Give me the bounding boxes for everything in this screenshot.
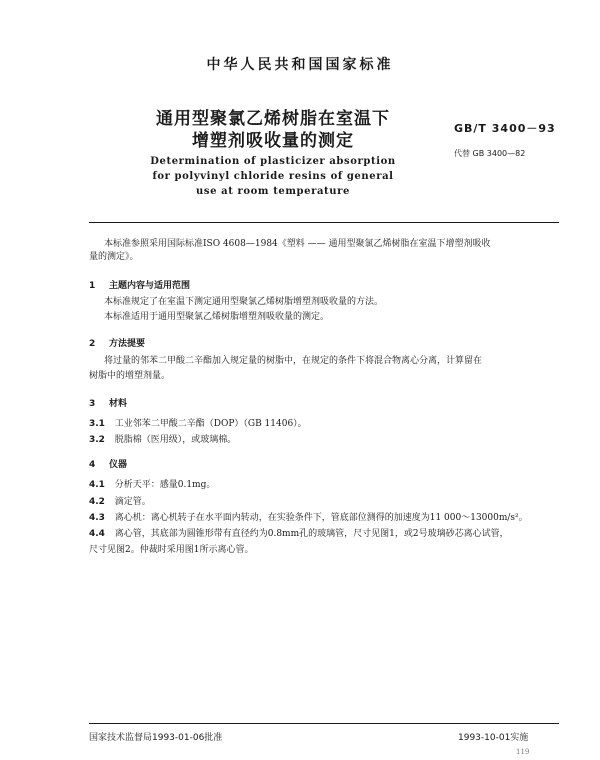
title-zh-line1: 通用型聚氯乙烯树脂在室温下 <box>156 109 390 129</box>
bottom-divider <box>89 723 559 724</box>
item-number: 3.2 <box>89 435 105 445</box>
replaces-standard: 代替 GB 3400—82 <box>454 149 526 158</box>
item-4-4 <box>89 526 509 539</box>
item-number: 4.3 <box>89 513 105 523</box>
approval-date: 国家技术监督局1993-01-06批准 <box>89 733 223 743</box>
section-title: 材料 <box>109 399 128 409</box>
title-en-line1: Determination of plasticizer absorption <box>150 156 396 167</box>
title-en-line2: for polyvinyl chloride resins of general <box>152 171 394 182</box>
title-zh-line2: 增塑剂吸收量的测定 <box>192 131 354 151</box>
implementation-date: 1993-10-01实施 <box>458 733 529 743</box>
page-number: 119 <box>516 748 530 756</box>
top-divider <box>89 222 559 223</box>
item-text: 工业邻苯二甲酸二辛酯（DOP）（GB 11406）。 <box>114 419 307 429</box>
item-3-2 <box>89 432 236 445</box>
section-number: 2 <box>89 339 96 349</box>
section-1-heading <box>89 278 190 291</box>
section-title: 主题内容与适用范围 <box>109 281 191 291</box>
section-title: 仪器 <box>109 460 128 470</box>
item-number: 3.1 <box>89 419 105 429</box>
section-4-heading <box>89 457 127 470</box>
item-number: 4.4 <box>89 529 105 539</box>
item-3-1 <box>89 416 307 429</box>
item-number: 4.1 <box>89 480 105 490</box>
section-number: 1 <box>89 281 96 291</box>
item-text: 离心机：离心机转子在水平面内转动，在实验条件下，管底部位测得的加速度为11 000～13000m/s²。 <box>114 513 528 523</box>
item-text: 脱脂棉（医用级），或玻璃棉。 <box>114 435 237 445</box>
section-2-line1: 将过量的邻苯二甲酸二辛酯加入规定量的树脂中，在规定的条件下将混合物离心分离，计算留在 <box>104 356 483 366</box>
item-text: 滴定管。 <box>114 497 151 507</box>
section-number: 4 <box>89 460 96 470</box>
item-text: 分析天平：感量0.1mg。 <box>114 480 216 490</box>
title-en-line3: use at room temperature <box>196 186 350 197</box>
standard-number: GB/T 3400－93 <box>454 122 556 135</box>
item-4-4-continued: 尺寸见图2。仲裁时采用图1所示离心管。 <box>89 545 254 555</box>
country-standard-header: 中华人民共和国国家标准 <box>206 57 394 73</box>
section-3-heading <box>89 396 127 409</box>
section-number: 3 <box>89 399 96 409</box>
section-1-line2: 本标准适用于通用型聚氯乙烯树脂增塑剂吸收量的测定。 <box>104 312 330 322</box>
intro-line2: 量的测定》。 <box>89 252 139 262</box>
section-1-line1: 本标准规定了在室温下测定通用型聚氯乙烯树脂增塑剂吸收量的方法。 <box>104 297 384 307</box>
item-number: 4.2 <box>89 497 105 507</box>
section-2-heading <box>89 336 145 349</box>
item-4-2 <box>89 494 151 507</box>
section-title: 方法提要 <box>109 339 146 349</box>
intro-line1: 本标准参照采用国际标准ISO 4608—1984《塑料 —— 通用型聚氯乙烯树脂在室温下增塑剂吸收 <box>104 239 491 249</box>
section-2-line2: 树脂中的增塑剂量。 <box>89 371 171 381</box>
item-text: 离心管，其底部为圆锥形带有直径约为0.8mm孔的玻璃管，尺寸见图1，或2号玻璃砂芯离心试管， <box>114 529 509 539</box>
item-4-3 <box>89 510 528 523</box>
item-4-1 <box>89 477 215 490</box>
